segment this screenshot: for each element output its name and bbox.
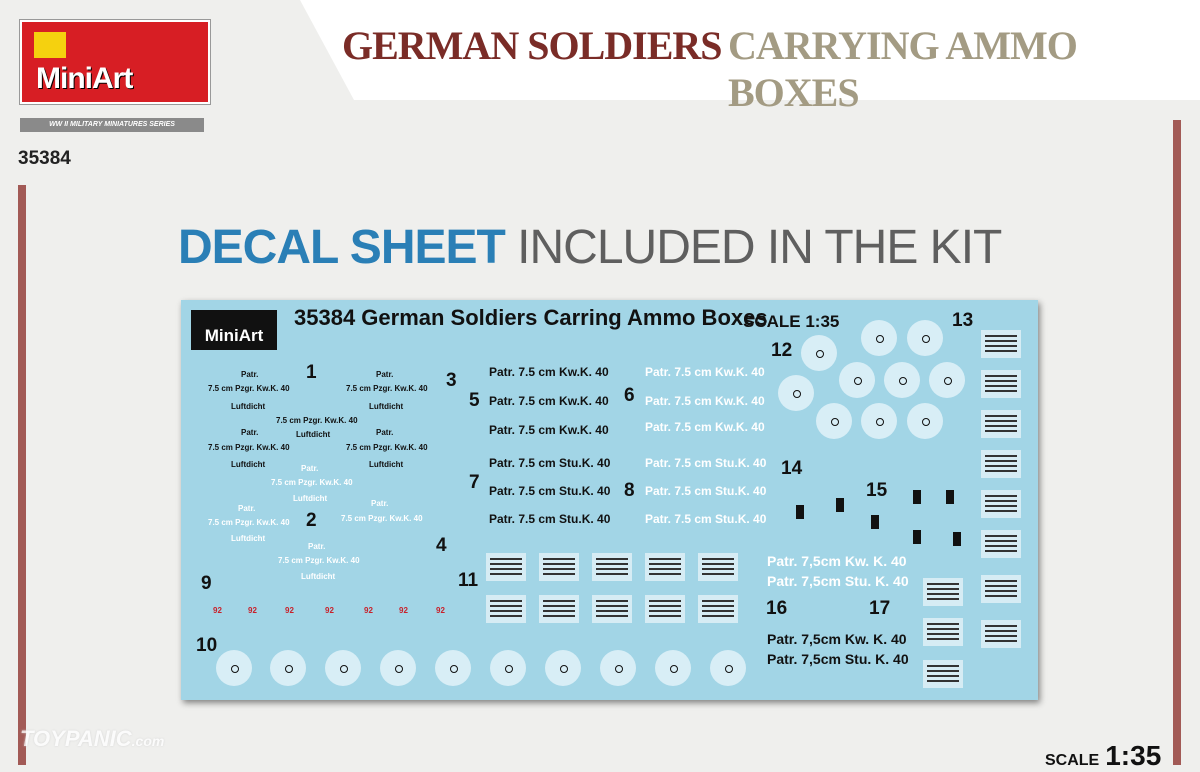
sheet-scale: SCALE 1:35 [743,312,840,331]
decal-text: Luftdicht [296,430,331,439]
round-decal [600,650,636,686]
decal-text: Patr. [301,464,319,473]
decal-number: 7 [469,472,480,493]
round-decal [380,650,416,686]
decal-text: 7.5 cm Pzgr. Kw.K. 40 [208,518,290,527]
text-block-decal [486,553,526,581]
round-decal [216,650,252,686]
decal-sheet [181,300,1038,700]
text-block-decal [923,618,963,646]
decal-line: Patr. 7.5 cm Kw.K. 40 [489,394,609,408]
title-part1: GERMAN SOLDIERS [342,23,722,68]
decal-big-line: Patr. 7,5cm Stu. K. 40 [767,573,909,589]
text-block-decal [981,450,1021,478]
round-decal [839,362,875,398]
text-block-decal [645,595,685,623]
round-decal [861,403,897,439]
decal-text: Luftdicht [293,494,328,503]
logo-flag-icon [34,32,66,58]
decal-number: 13 [952,310,974,331]
decal-number: 10 [196,635,218,656]
decal-line: Patr. 7.5 cm Kw.K. 40 [645,420,765,434]
red-label: 92 [213,606,222,615]
decal-text: 7.5 cm Pzgr. Kw.K. 40 [271,478,353,487]
shell-icon [946,490,954,504]
decal-text: Patr. [238,504,256,513]
decal-number: 8 [624,480,635,501]
round-decal [816,403,852,439]
text-block-decal [981,575,1021,603]
shell-icon [953,532,961,546]
sheet-title: 35384 German Soldiers Carring Ammo Boxes [294,305,768,330]
shell-icon [796,505,804,519]
decal-number: 9 [201,573,212,594]
text-block-decal [592,595,632,623]
decal-number: 2 [306,510,317,531]
decal-number: 11 [458,570,479,591]
decal-number: 1 [306,362,317,383]
red-label: 92 [325,606,334,615]
red-label: 92 [436,606,445,615]
text-block-decal [981,370,1021,398]
decal-text: Patr. [376,428,394,437]
decal-text: 7.5 cm Pzgr. Kw.K. 40 [208,443,290,452]
brand-name: MiniArt [36,62,133,95]
red-label: 92 [364,606,373,615]
decal-text: 7.5 cm Pzgr. Kw.K. 40 [208,384,290,393]
text-block-decal [923,578,963,606]
decal-big-line: Patr. 7,5cm Stu. K. 40 [767,651,909,667]
round-decal [907,320,943,356]
footer-scale-label: SCALE [1045,752,1100,769]
decal-text: Patr. [308,542,326,551]
right-rail [1173,120,1181,765]
decal-text: Patr. [241,428,259,437]
watermark-brand: TOYPANIC [20,726,132,751]
red-label: 92 [399,606,408,615]
decal-line: Patr. 7.5 cm Stu.K. 40 [645,512,767,526]
sheet-logo: MiniArt [191,310,277,350]
round-decal [801,335,837,371]
decal-big-line: Patr. 7,5cm Kw. K. 40 [767,631,907,647]
decal-line: Patr. 7.5 cm Stu.K. 40 [645,484,767,498]
round-decal [929,362,965,398]
decal-text: Luftdicht [301,572,336,581]
decal-number: 17 [869,598,891,619]
decal-text: Patr. [241,370,259,379]
text-block-decal [981,490,1021,518]
decal-text: 7.5 cm Pzgr. Kw.K. 40 [276,416,358,425]
left-rail [18,185,26,765]
text-block-decal [698,553,738,581]
decal-text: Luftdicht [231,402,266,411]
round-decal [545,650,581,686]
watermark [20,726,164,752]
decal-line: Patr. 7.5 cm Kw.K. 40 [489,423,609,437]
decal-number: 14 [781,458,803,479]
decal-text: Patr. [376,370,394,379]
decal-line: Patr. 7.5 cm Stu.K. 40 [489,484,611,498]
shell-icon [871,515,879,529]
decal-number: 3 [446,370,457,391]
decal-line: Patr. 7.5 cm Kw.K. 40 [645,365,765,379]
series-banner: WW II MILITARY MINIATURES SERIES [20,118,204,132]
round-decal [270,650,306,686]
decal-text: 7.5 cm Pzgr. Kw.K. 40 [346,384,428,393]
brand-logo [20,20,210,104]
text-block-decal [981,330,1021,358]
decal-number: 16 [766,598,788,619]
decal-number: 15 [866,480,888,501]
headline-bold: DECAL SHEET [178,221,505,274]
round-decal [435,650,471,686]
round-decal [778,375,814,411]
title-part2: CARRYING AMMO BOXES [728,23,1077,115]
decal-headline [178,220,1001,275]
shell-icon [913,490,921,504]
round-decal [907,403,943,439]
round-decal [325,650,361,686]
decal-line: Patr. 7.5 cm Stu.K. 40 [489,512,611,526]
round-decal [710,650,746,686]
decal-text: Luftdicht [369,460,404,469]
decal-text: 7.5 cm Pzgr. Kw.K. 40 [341,514,423,523]
text-block-decal [923,660,963,688]
decal-number: 12 [771,340,793,361]
shell-icon [913,530,921,544]
watermark-domain: .com [131,733,165,749]
red-label: 92 [248,606,257,615]
text-block-decal [698,595,738,623]
kit-code: 35384 [18,148,71,169]
text-block-decal [592,553,632,581]
text-block-decal [539,595,579,623]
decal-text: Luftdicht [231,460,266,469]
decal-text: 7.5 cm Pzgr. Kw.K. 40 [278,556,360,565]
text-block-decal [981,620,1021,648]
decal-line: Patr. 7.5 cm Stu.K. 40 [645,456,767,470]
decal-line: Patr. 7.5 cm Stu.K. 40 [489,456,611,470]
text-block-decal [645,553,685,581]
headline-rest: INCLUDED IN THE KIT [517,221,1002,274]
round-decal [655,650,691,686]
red-label: 92 [285,606,294,615]
decal-line: Patr. 7.5 cm Kw.K. 40 [645,394,765,408]
decal-text: Patr. [371,499,389,508]
decal-line: Patr. 7.5 cm Kw.K. 40 [489,365,609,379]
text-block-decal [486,595,526,623]
decal-big-line: Patr. 7,5cm Kw. K. 40 [767,553,907,569]
decal-text: Luftdicht [369,402,404,411]
decal-text: 7.5 cm Pzgr. Kw.K. 40 [346,443,428,452]
text-block-decal [539,553,579,581]
round-decal [861,320,897,356]
shell-icon [836,498,844,512]
round-decal [490,650,526,686]
footer-scale [1045,740,1161,772]
decal-number: 5 [469,390,480,411]
decal-number: 6 [624,385,635,406]
text-block-decal [981,530,1021,558]
round-decal [884,362,920,398]
text-block-decal [981,410,1021,438]
footer-scale-value: 1:35 [1105,740,1162,771]
decal-number: 4 [436,535,447,556]
decal-text: Luftdicht [231,534,266,543]
